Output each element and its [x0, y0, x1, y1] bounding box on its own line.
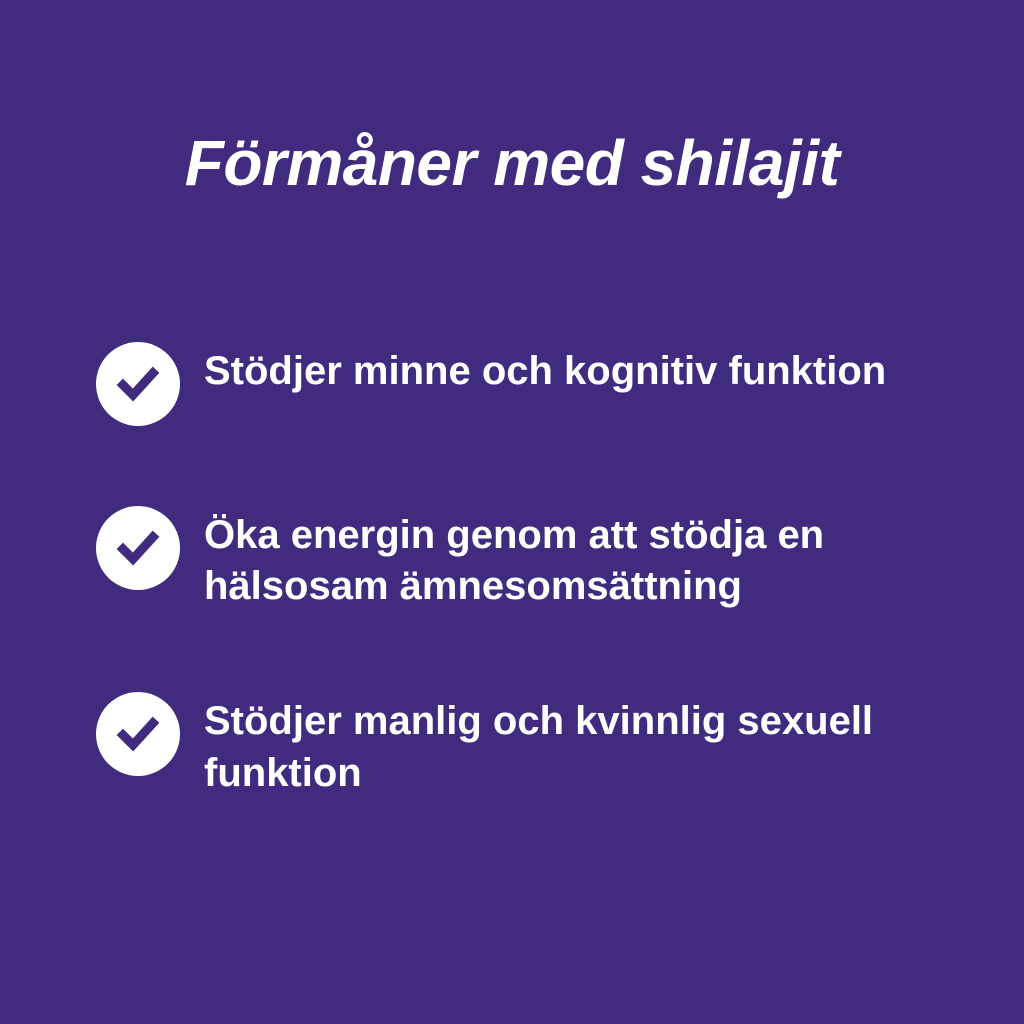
list-item [96, 340, 956, 426]
check-icon [96, 506, 180, 590]
list-item [96, 690, 956, 798]
list-item [96, 504, 956, 612]
page-title: Förmåner med shilajit [184, 127, 840, 199]
check-icon [96, 342, 180, 426]
benefit-text: Stödjer minne och kognitiv funktion [204, 349, 887, 393]
benefit-text: Öka energin genom att stödja en hälsosam ämnesomsättning [204, 513, 825, 609]
benefit-text: Stödjer manlig och kvinnlig sexuell funktion [204, 699, 874, 795]
benefits-list [96, 340, 956, 799]
check-icon [96, 692, 180, 776]
